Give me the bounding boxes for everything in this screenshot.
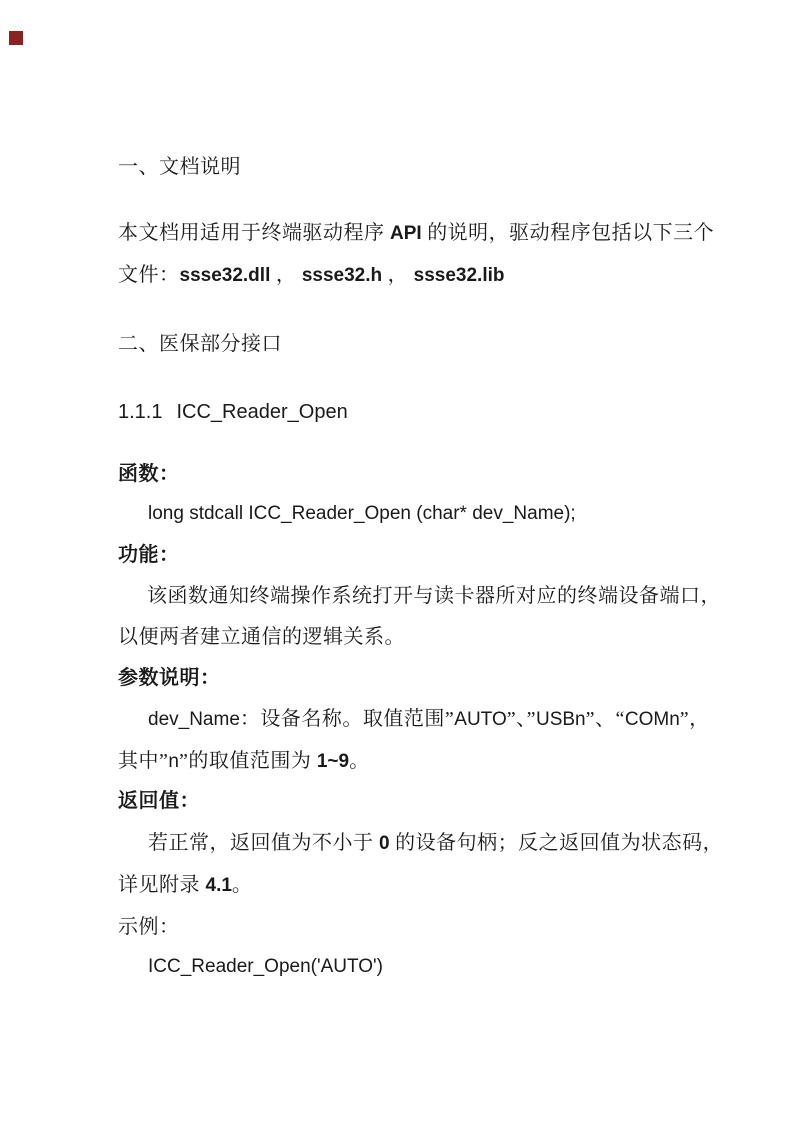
param-desc-b: ”、” xyxy=(506,708,536,730)
feature-text-line-2: 以便两者建立通信的逻辑关系。 xyxy=(118,626,405,648)
return-value-line-1 xyxy=(148,831,723,856)
files-sep-1: ， xyxy=(270,264,302,286)
value-range-1-9: 1~9 xyxy=(316,751,350,772)
appendix-text-a: 详见附录 xyxy=(118,874,206,896)
red-marker-square xyxy=(9,31,23,45)
heading-medical-interface: 二、医保部分接口 xyxy=(118,333,282,355)
parameter-line-2 xyxy=(118,749,370,774)
intro-line-2-files xyxy=(118,263,504,288)
param-range-b: ”的取值范围为 xyxy=(178,750,317,772)
param-name-dev-name: dev_Name xyxy=(148,709,240,730)
parameter-line-1 xyxy=(148,707,710,732)
function-label: 函数： xyxy=(118,463,180,485)
example-code: ICC_Reader_Open('AUTO') xyxy=(148,956,383,977)
intro-text-a: 本文档用适用于终端驱动程序 xyxy=(118,222,390,244)
param-desc-a: ：设备名称。取值范围” xyxy=(239,708,455,730)
value-comn: COMn xyxy=(624,709,680,730)
intro-line-1 xyxy=(118,221,714,246)
param-desc-d: ”， xyxy=(679,708,710,730)
appendix-ref-4-1: 4.1 xyxy=(205,875,232,896)
example-label: 示例： xyxy=(118,916,180,938)
section-number: 1.1.1 xyxy=(118,401,163,423)
parameters-label: 参数说明： xyxy=(118,667,221,689)
appendix-text-b: 。 xyxy=(231,874,253,896)
files-label: 文件： xyxy=(118,264,180,286)
section-heading-icc-reader-open xyxy=(118,400,348,424)
file-h: ssse32.h xyxy=(301,265,383,286)
file-lib: ssse32.lib xyxy=(413,265,505,286)
file-dll: ssse32.dll xyxy=(179,265,271,286)
intro-text-c: 的说明，驱动程序包括以下三个 xyxy=(421,222,715,244)
api-term: API xyxy=(390,223,422,244)
feature-label: 功能： xyxy=(118,544,180,566)
param-desc-c: ”、“ xyxy=(585,708,625,730)
feature-text-line-1: 该函数通知终端操作系统打开与读卡器所对应的终端设备端口， xyxy=(147,585,721,607)
heading-document-description: 一、文档说明 xyxy=(118,156,241,178)
param-range-a: 其中” xyxy=(118,750,169,772)
return-value-line-2 xyxy=(118,873,252,898)
section-title: ICC_Reader_Open xyxy=(176,401,348,423)
value-zero: 0 xyxy=(379,833,390,854)
param-range-c: 。 xyxy=(349,750,370,772)
function-signature: long stdcall ICC_Reader_Open (char* dev_Name); xyxy=(148,503,576,524)
return-text-a: 若正常，返回值为不小于 xyxy=(148,832,379,854)
value-usbn: USBn xyxy=(535,709,586,730)
value-auto: AUTO xyxy=(454,709,507,730)
files-sep-2: ， xyxy=(382,264,414,286)
return-text-b: 的设备句柄；反之返回值为状态码， xyxy=(389,832,724,854)
return-value-label: 返回值： xyxy=(118,790,200,812)
value-n: n xyxy=(168,751,179,772)
